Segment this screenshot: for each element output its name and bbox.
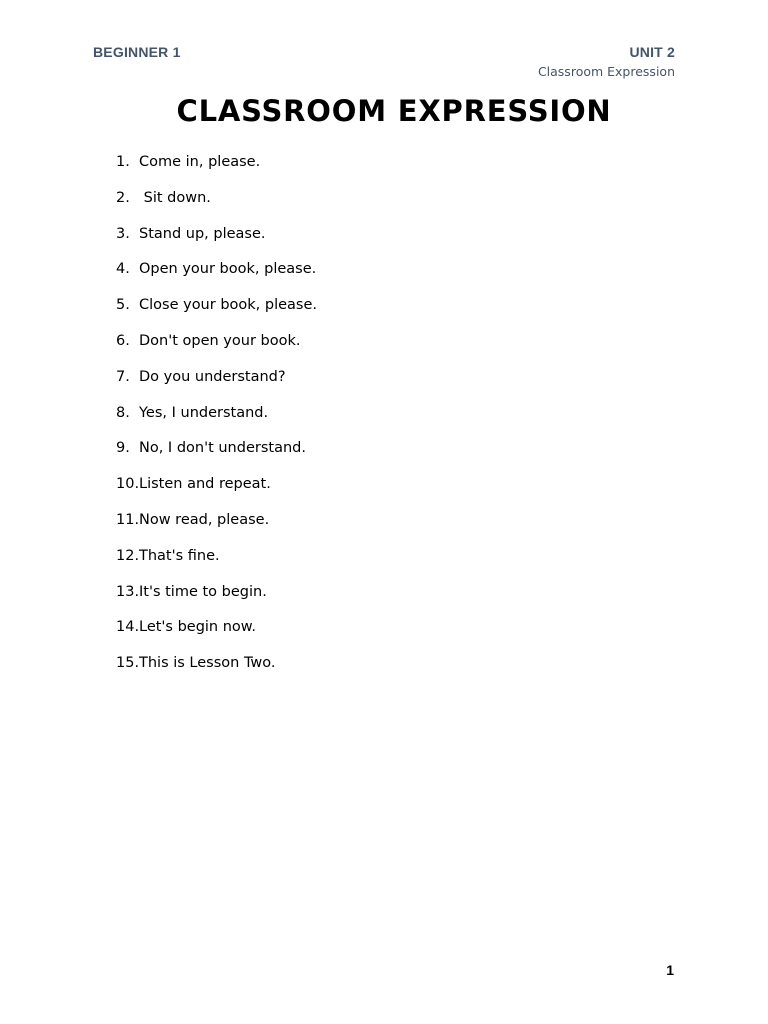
- list-item: [116, 653, 317, 689]
- list-item-text: Now read, please.: [139, 511, 270, 528]
- list-item: [116, 259, 317, 295]
- list-item-text: Do you understand?: [139, 368, 286, 385]
- list-item-text: Don't open your book.: [139, 332, 301, 349]
- list-item: [116, 582, 317, 618]
- header-unit: UNIT 2: [629, 44, 675, 60]
- list-item-number: 4.: [116, 261, 130, 278]
- list-item-text: Yes, I understand.: [139, 404, 269, 421]
- list-item: [116, 438, 317, 474]
- list-item-text: No, I don't understand.: [139, 440, 306, 457]
- page-number: 1: [666, 962, 674, 978]
- list-item: [116, 474, 317, 510]
- list-item-number: 12.: [116, 547, 140, 564]
- list-item-number: 10.: [116, 476, 140, 493]
- list-item: [116, 367, 317, 403]
- list-item-text: Stand up, please.: [139, 225, 266, 242]
- list-item-text: Sit down.: [139, 189, 211, 206]
- list-item: [116, 188, 317, 224]
- list-item-text: Close your book, please.: [139, 297, 318, 314]
- list-item-number: 8.: [116, 404, 130, 421]
- list-item-number: 1.: [116, 154, 130, 170]
- list-item-number: 7.: [116, 368, 130, 385]
- list-item: [116, 403, 317, 439]
- list-item-text: Come in, please.: [139, 154, 261, 170]
- list-item: [116, 224, 317, 260]
- list-item-text: It's time to begin.: [139, 583, 267, 600]
- list-item: [116, 510, 317, 546]
- expression-list: [116, 152, 317, 689]
- list-item: [116, 546, 317, 582]
- list-item-number: 14.: [116, 619, 140, 636]
- list-item: [116, 295, 317, 331]
- list-item: [116, 152, 317, 188]
- header-level: BEGINNER 1: [93, 44, 181, 60]
- page-title: CLASSROOM EXPRESSION: [176, 94, 612, 128]
- list-item-number: 3.: [116, 225, 130, 242]
- list-item-number: 15.: [116, 655, 140, 672]
- list-item-text: This is Lesson Two.: [139, 655, 276, 672]
- list-item-number: 13.: [116, 583, 140, 600]
- header-right: [538, 44, 675, 79]
- list-item-number: 6.: [116, 332, 130, 349]
- list-item-text: That's fine.: [139, 547, 220, 564]
- list-item-text: Let's begin now.: [139, 619, 256, 636]
- list-item-number: 2.: [116, 189, 130, 206]
- list-item-text: Listen and repeat.: [139, 476, 271, 493]
- list-item-number: 9.: [116, 440, 130, 457]
- header-subtitle: Classroom Expression: [537, 64, 675, 79]
- list-item-number: 5.: [116, 297, 130, 314]
- list-item-text: Open your book, please.: [139, 261, 317, 278]
- list-item: [116, 331, 317, 367]
- list-item-number: 11.: [116, 511, 140, 528]
- list-item: [116, 617, 317, 653]
